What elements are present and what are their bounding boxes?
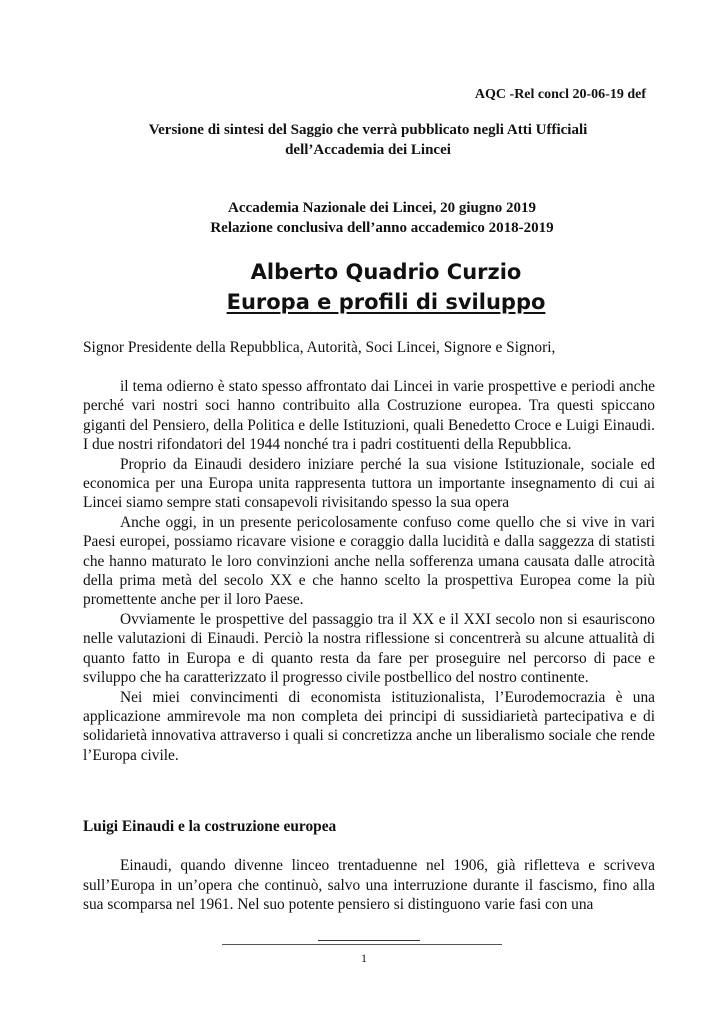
paragraph: Ovviamente le prospettive del passaggio tra il XX e il XXI secolo non si esauriscono nelle valutazioni di Einaudi. Perciò la nostra riflessione si concentrerà su alcune attualità di quanto fatto in Europa e di quanto resta da fare per proseguire nel percorso di pace e sviluppo che ha caratterizzato il progresso civile postbellico del nostro continente.: [83, 610, 655, 687]
author-name: Alberto Quadrio Curzio: [250, 260, 522, 284]
paragraph: Nei miei convincimenti di economista istituzionalista, l’Eurodemocrazia è una applicazione ammirevole ma non completa dei principi di sussidiarietà partecipativa e di solidarietà innovativa attraverso i quali si concretizza anche un liberalismo sociale che rende l’Europa civile.: [83, 688, 655, 764]
page-number: 1: [361, 951, 367, 965]
document-title: Europa e profili di sviluppo: [226, 290, 546, 314]
event-line: Accademia Nazionale dei Lincei, 20 giugno 2019: [228, 200, 536, 216]
salutation: Signor Presidente della Repubblica, Autorità, Soci Lincei, Signore e Signori,: [83, 339, 556, 356]
document-reference: AQC -Rel concl 20-06-19 def: [474, 87, 646, 102]
event-line: Relazione conclusiva dell’anno accademico 2018-2019: [210, 220, 554, 236]
paragraph: Einaudi, quando divenne linceo trentaduenne nel 1906, già rifletteva e scriveva sull’Europa in un’opera che continuò, salvo una interruzione durante il fascismo, fino alla sua scomparsa nel 1961. Nel suo potente pensiero si distinguono varie fasi con una: [83, 857, 655, 914]
paragraph: Proprio da Einaudi desidero iniziare perché la sua visione Istituzionale, sociale ed economica per una Europa unita rappresenta tuttora un importante insegnamento di cui ai Lincei siamo sempre stati consapevoli rivisitando spesso la sua opera: [83, 455, 655, 512]
paragraph: Anche oggi, in un presente pericolosamente confuso come quello che si vive in vari Paesi europei, possiamo ricavare visione e coraggio dalla lucidità e dalla saggezza di statisti che hanno maturato le loro convinzioni anche nella sofferenza umana causata dalle atrocità della prima metà del secolo XX e che hanno scelto la prospettiva Europea come la più promettente anche per il loro Paese.: [83, 513, 655, 609]
footer-divider-short: [318, 940, 420, 941]
section-heading: Luigi Einaudi e la costruzione europea: [83, 818, 337, 835]
document-subtitle: [0, 120, 724, 160]
footer-divider: [222, 944, 502, 945]
body-text: [83, 377, 655, 765]
subtitle-line: dell’Accademia dei Lincei: [285, 142, 451, 158]
title-block: [0, 257, 724, 317]
section-body-text: [83, 856, 655, 915]
paragraph: il tema odierno è stato spesso affrontato dai Lincei in varie prospettive e periodi anche perché vari nostri soci hanno contribuito alla Costruzione europea. Tra questi spiccano giganti del Pensiero, della Politica e delle Istituzioni, quali Benedetto Croce e Luigi Einaudi. I due nostri rifondatori del 1944 nonché tra i padri costituenti della Repubblica.: [83, 378, 655, 454]
event-info: [0, 198, 724, 238]
subtitle-line: Versione di sintesi del Saggio che verrà pubblicato negli Atti Ufficiali: [148, 122, 588, 138]
